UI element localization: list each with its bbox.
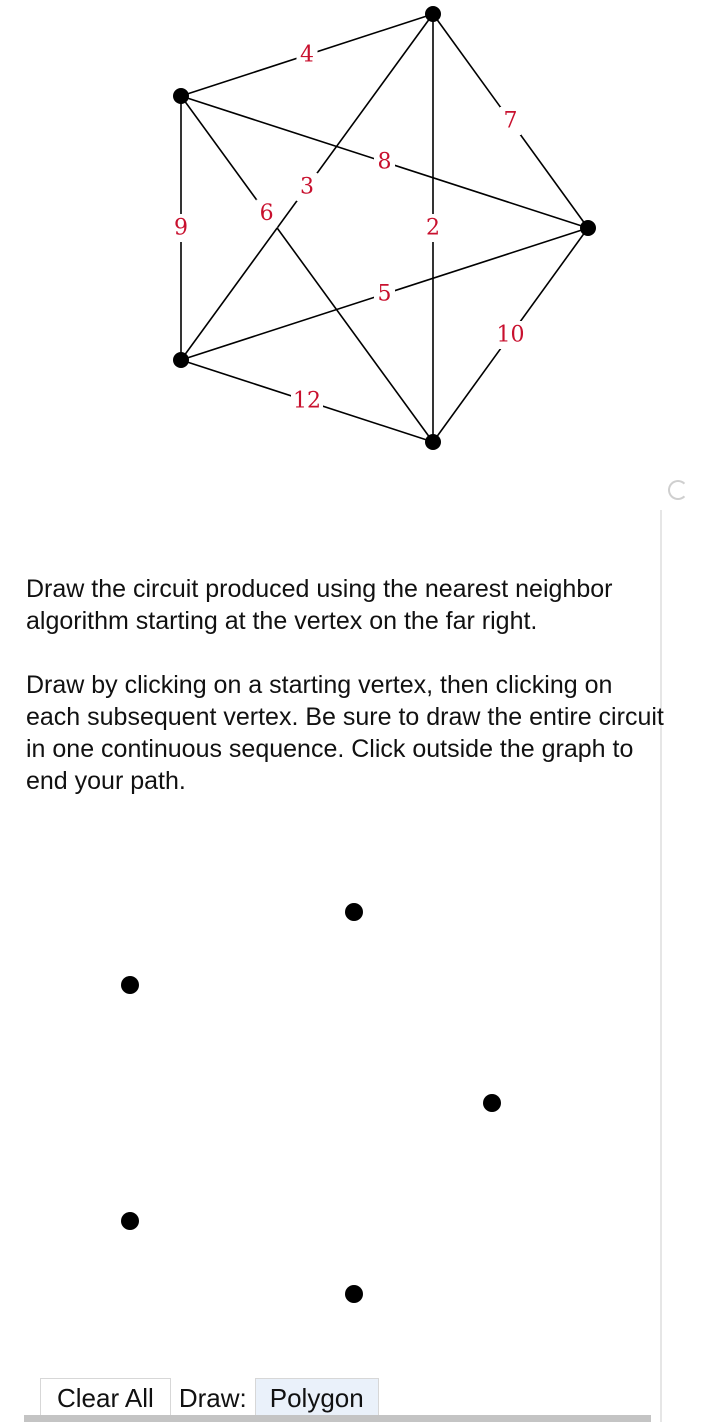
weight-label: 6	[259, 201, 274, 227]
drawing-canvas[interactable]	[0, 850, 660, 1370]
side-panel-edge	[660, 510, 708, 1422]
weight-label: 7	[503, 108, 518, 134]
draw-vertex-right[interactable]	[483, 1094, 501, 1112]
drawing-vertices	[121, 903, 501, 1303]
horizontal-scrollbar[interactable]	[24, 1415, 651, 1422]
drawing-toolbar	[40, 1378, 379, 1418]
draw-vertex-lower-left[interactable]	[121, 1212, 139, 1230]
weight-label: 4	[300, 42, 314, 68]
question-prompt: Draw the circuit produced using the nearest neighbor algorithm starting at the vertex on the far right.	[26, 575, 613, 635]
question-instructions: Draw by clicking on a starting vertex, then clicking on each subsequent vertex. Be sure to draw the entire circuit in one continuous sequence. Click outside the graph to end your path.	[26, 671, 664, 795]
draw-mode-label: Draw:	[178, 1382, 247, 1413]
weighted-graph-figure	[0, 0, 708, 470]
graph-vertex-right	[580, 220, 596, 236]
graph-vertices	[173, 6, 596, 450]
graph-vertex-lower-left	[173, 352, 189, 368]
graph-weight-labels	[171, 41, 527, 415]
weight-label: 8	[377, 149, 392, 175]
graph-vertex-upper-left	[173, 88, 189, 104]
weight-label: 12	[293, 388, 321, 414]
question-text	[26, 573, 666, 829]
weight-label: 2	[426, 215, 440, 241]
clear-all-button[interactable]: Clear All	[40, 1378, 171, 1418]
draw-vertex-top[interactable]	[345, 903, 363, 921]
graph-edges	[181, 14, 588, 442]
weight-label: 10	[496, 322, 525, 348]
draw-vertex-bottom[interactable]	[345, 1285, 363, 1303]
graph-vertex-top	[425, 6, 441, 22]
weight-label: 9	[174, 215, 188, 241]
draw-vertex-upper-left[interactable]	[121, 976, 139, 994]
weight-label: 3	[300, 174, 314, 200]
weight-label: 5	[377, 281, 392, 307]
panel-toggle-icon[interactable]	[668, 480, 688, 500]
graph-vertex-bottom	[425, 434, 441, 450]
draw-mode-select[interactable]: Polygon	[255, 1378, 379, 1418]
